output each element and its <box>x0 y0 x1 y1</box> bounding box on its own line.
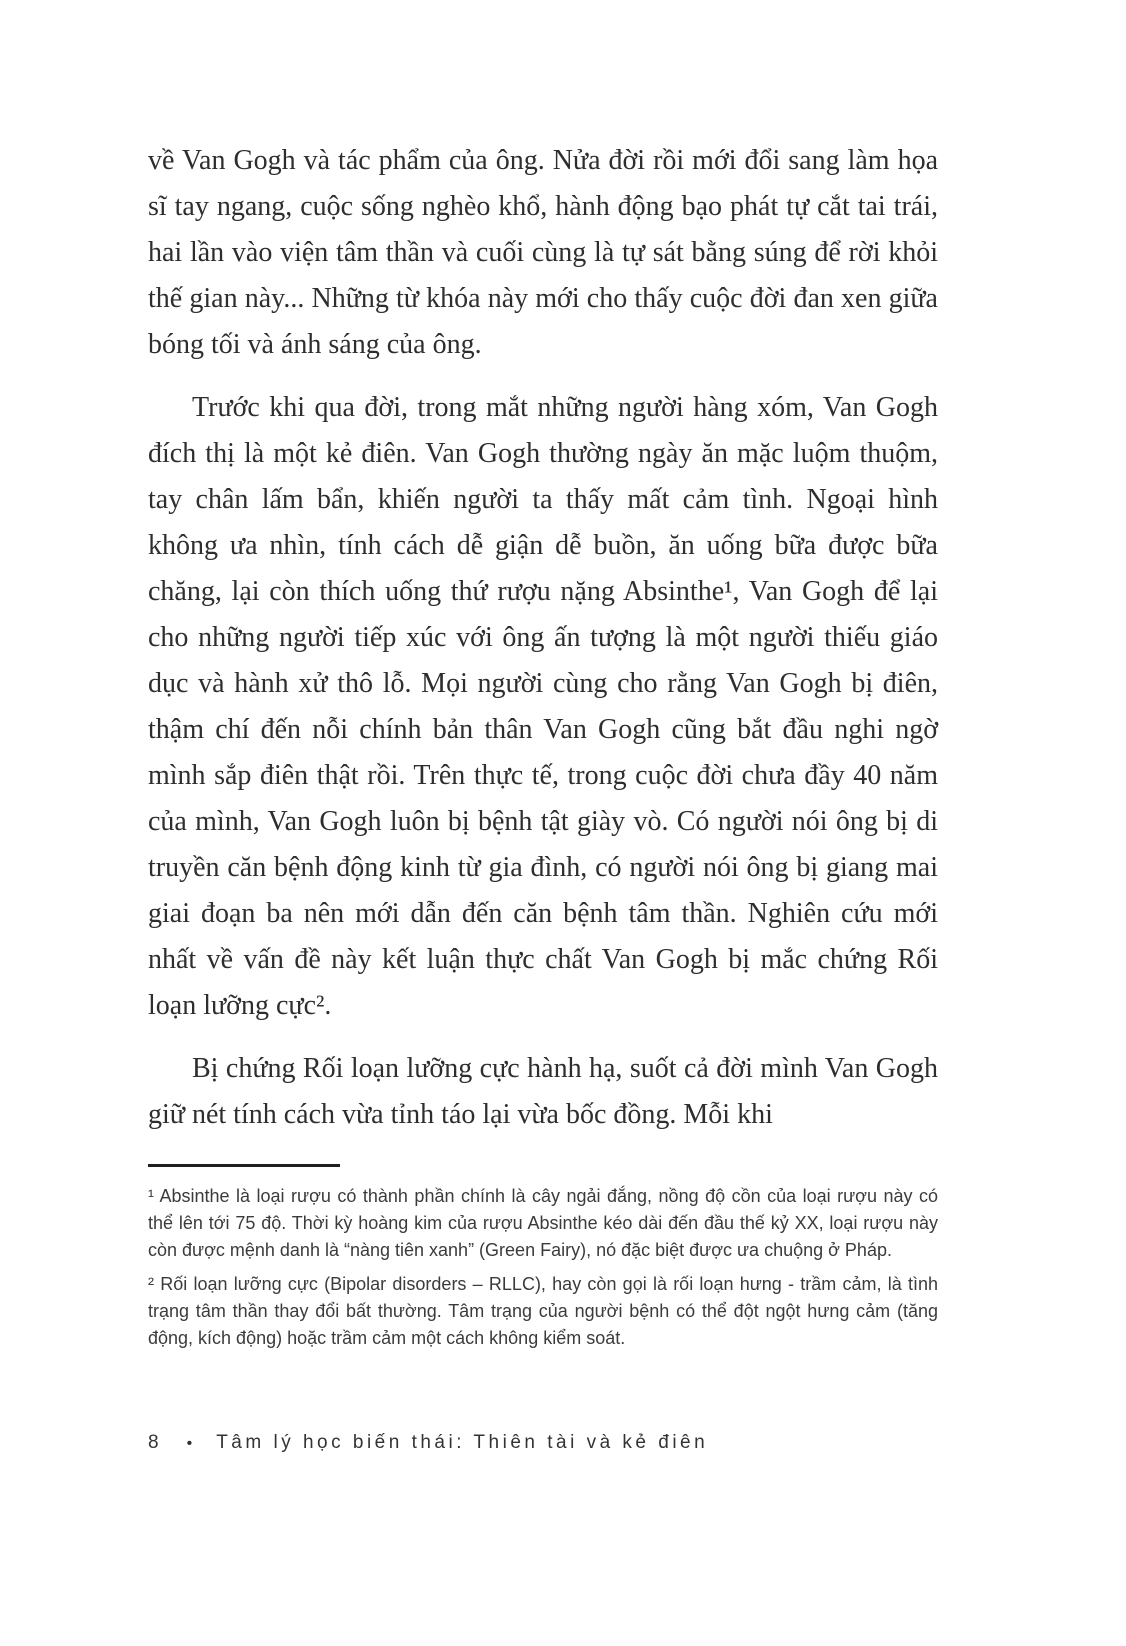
footnote-1: ¹ Absinthe là loại rượu có thành phần chính là cây ngải đắng, nồng độ cồn của loại rượu này có thể lên tới 75 độ. Thời kỳ hoàng kim của rượu Absinthe kéo dài đến đầu thế kỷ XX, loại rượu này còn được mệnh danh là “nàng tiên xanh” (Green Fairy), nó đặc biệt được ưa chuộng ở Pháp. <box>148 1186 938 1260</box>
book-title: Tâm lý học biến thái: Thiên tài và kẻ điên <box>216 1432 709 1453</box>
paragraph: Trước khi qua đời, trong mắt những người hàng xóm, Van Gogh đích thị là một kẻ điên. Van Gogh thường ngày ăn mặc luộm thuộm, tay chân lấm bẩn, khiến người ta thấy mất cảm tình. Ngoại hình không ưa nhìn, tính cách dễ giận dễ buồn, ăn uống bữa được bữa chăng, lại còn thích uống thứ rượu nặng Absinthe¹, Van Gogh để lại cho những người tiếp xúc với ông ấn tượng là một người thiếu giáo dục và hành xử thô lỗ. Mọi người cùng cho rằng Van Gogh bị điên, thậm chí đến nỗi chính bản thân Van Gogh cũng bắt đầu nghi ngờ mình sắp điên thật rồi. Trên thực tế, trong cuộc đời chưa đầy 40 năm của mình, Van Gogh luôn bị bệnh tật giày vò. Có người nói ông bị di truyền căn bệnh động kinh từ gia đình, có người nói ông bị giang mai giai đoạn ba nên mới dẫn đến căn bệnh tâm thần. Nghiên cứu mới nhất về vấn đề này kết luận thực chất Van Gogh bị mắc chứng Rối loạn lưỡng cực². <box>148 392 938 1021</box>
paragraph-continuation: về Van Gogh và tác phẩm của ông. Nửa đời rồi mới đổi sang làm họa sĩ tay ngang, cuộc sống nghèo khổ, hành động bạo phát tự cắt tai trái, hai lần vào viện tâm thần và cuối cùng là tự sát bằng súng để rời khỏi thế gian này... Những từ khóa này mới cho thấy cuộc đời đan xen giữa bóng tối và ánh sáng của ông. <box>148 145 938 360</box>
body-text <box>148 138 938 1138</box>
footer-bullet: • <box>186 1435 193 1452</box>
page-number: 8 <box>148 1432 161 1453</box>
page-content <box>148 138 938 1359</box>
page-footer <box>148 1432 708 1454</box>
footnotes <box>148 1183 938 1352</box>
footnote-2: ² Rối loạn lưỡng cực (Bipolar disorders – RLLC), hay còn gọi là rối loạn hưng - trầm cảm, là tình trạng tâm thần thay đổi bất thường. Tâm trạng của người bệnh có thể đột ngột hưng cảm (tăng động, kích động) hoặc trầm cảm một cách không kiểm soát. <box>148 1274 938 1348</box>
footnote-separator-rule <box>148 1164 340 1167</box>
paragraph: Bị chứng Rối loạn lưỡng cực hành hạ, suốt cả đời mình Van Gogh giữ nét tính cách vừa tỉnh táo lại vừa bốc đồng. Mỗi khi <box>148 1053 938 1130</box>
